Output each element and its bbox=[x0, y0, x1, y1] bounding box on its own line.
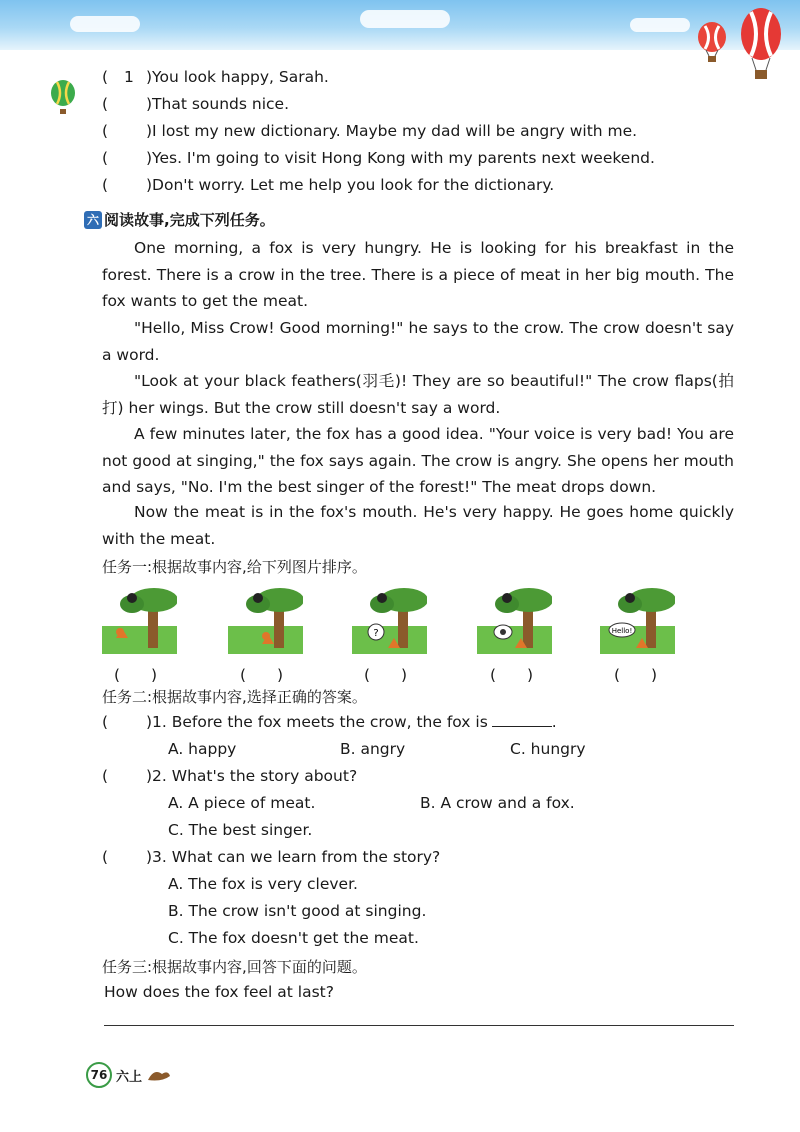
question-row: ( )2. What's the story about? bbox=[102, 767, 358, 785]
section-heading bbox=[84, 209, 275, 230]
story-paragraph: "Hello, Miss Crow! Good morning!" he says to the crow. The crow doesn't say a word. bbox=[102, 319, 734, 364]
story-picture-5 bbox=[600, 588, 675, 654]
dialog-line: ( )I lost my new dictionary. Maybe my dad will be angry with me. bbox=[102, 122, 638, 140]
task1-title: 任务一:根据故事内容,给下列图片排序。 bbox=[102, 558, 367, 576]
option[interactable]: C. The fox doesn't get the meat. bbox=[168, 929, 419, 947]
story-picture-1 bbox=[102, 588, 177, 654]
story-paragraph: "Look at your black feathers(羽毛)! They are so beautiful!" The crow flaps(拍打) her wings. But the crow still doesn't say a word. bbox=[102, 372, 734, 417]
story-paragraph: Now the meat is in the fox's mouth. He's very happy. He goes home quickly with the meat. bbox=[102, 503, 734, 548]
dialog-line: ( )Don't worry. Let me help you look for the dictionary. bbox=[102, 176, 555, 194]
dialog-line: ( )That sounds nice. bbox=[102, 95, 290, 113]
story-paragraph: One morning, a fox is very hungry. He is looking for his breakfast in the forest. There is a crow in the tree. There is a piece of meat in her big mouth. The fox wants to get the meat. bbox=[102, 239, 734, 310]
grade-label: 六上 bbox=[116, 1069, 143, 1085]
picture-answer-paren[interactable]: ( ) bbox=[240, 666, 284, 684]
answer-paren[interactable]: ( bbox=[102, 95, 109, 113]
section-badge: 六 bbox=[84, 211, 102, 229]
option[interactable]: A. happy bbox=[168, 740, 237, 758]
header-banner bbox=[0, 0, 800, 50]
bird-icon bbox=[146, 1066, 172, 1084]
option[interactable]: C. hungry bbox=[510, 740, 586, 758]
answer-line[interactable] bbox=[104, 1025, 734, 1026]
option[interactable]: A. A piece of meat. bbox=[168, 794, 316, 812]
answer-paren[interactable]: ( bbox=[102, 848, 109, 866]
story-paragraph: A few minutes later, the fox has a good idea. "Your voice is very bad! You are not good at singing," the fox says again. The crow is angry. She opens her mouth and says, "No. I'm the best singer of the forest!" The meat drops down. bbox=[102, 425, 734, 496]
option[interactable]: B. A crow and a fox. bbox=[420, 794, 575, 812]
bubble-text: Hello! bbox=[611, 627, 633, 635]
question-row: ( )1. Before the fox meets the crow, the fox is . bbox=[102, 713, 557, 731]
hot-air-balloon-icon bbox=[696, 22, 728, 66]
hot-air-balloon-icon bbox=[50, 80, 76, 116]
answer-paren[interactable]: ( 1 bbox=[102, 68, 134, 86]
page-footer bbox=[86, 1062, 172, 1088]
question-row: ( )3. What can we learn from the story? bbox=[102, 848, 441, 866]
section-title: 阅读故事,完成下列任务。 bbox=[104, 211, 275, 229]
cloud-decoration bbox=[360, 10, 450, 28]
dialog-line: ( )Yes. I'm going to visit Hong Kong with my parents next weekend. bbox=[102, 149, 655, 167]
hot-air-balloon-icon bbox=[740, 8, 782, 82]
dialog-line: ( 1 )You look happy, Sarah. bbox=[102, 68, 329, 86]
answer-paren[interactable]: ( bbox=[102, 767, 109, 785]
picture-answer-paren[interactable]: ( ) bbox=[614, 666, 658, 684]
option[interactable]: B. The crow isn't good at singing. bbox=[168, 902, 427, 920]
answer-paren[interactable]: ( bbox=[102, 122, 109, 140]
task3-title: 任务三:根据故事内容,回答下面的问题。 bbox=[102, 958, 367, 976]
picture-answer-paren[interactable]: ( ) bbox=[364, 666, 408, 684]
cloud-decoration bbox=[70, 16, 140, 32]
task2-title: 任务二:根据故事内容,选择正确的答案。 bbox=[102, 688, 367, 706]
answer-paren[interactable]: ( bbox=[102, 176, 109, 194]
answer-paren[interactable]: ( bbox=[102, 713, 109, 731]
task3-question: How does the fox feel at last? bbox=[104, 983, 334, 1001]
story-picture-4 bbox=[477, 588, 552, 654]
option[interactable]: A. The fox is very clever. bbox=[168, 875, 358, 893]
option[interactable]: C. The best singer. bbox=[168, 821, 313, 839]
picture-answer-paren[interactable]: ( ) bbox=[114, 666, 158, 684]
bubble-text: ? bbox=[373, 628, 379, 639]
page-number: 76 bbox=[86, 1062, 112, 1088]
picture-answer-paren[interactable]: ( ) bbox=[490, 666, 534, 684]
option[interactable]: B. angry bbox=[340, 740, 406, 758]
cloud-decoration bbox=[630, 18, 690, 32]
answer-paren[interactable]: ( bbox=[102, 149, 109, 167]
fill-blank[interactable] bbox=[492, 713, 552, 727]
story-picture-3 bbox=[352, 588, 427, 654]
story-picture-2 bbox=[228, 588, 303, 654]
